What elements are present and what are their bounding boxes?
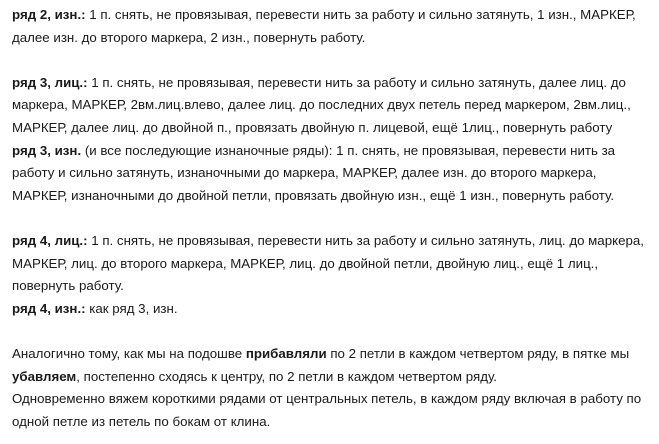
row2-purl-label: ряд 2, изн.: (12, 7, 86, 22)
row2-purl-text: 1 п. снять, не провязывая, перевести нить за работу и сильно затянуть, 1 изн., МАРКЕР, далее изн. до второго маркера, 2 изн., повернуть работу. (12, 7, 636, 45)
final-paragraph (12, 343, 653, 388)
row3-purl-paragraph (12, 140, 653, 208)
paragraph-gap (12, 320, 653, 343)
row3-knit-label: ряд 3, лиц.: (12, 74, 88, 90)
final-text-part1: Аналогично тому, как мы на подошве (12, 345, 246, 361)
paragraph-gap (12, 49, 653, 72)
final-text-part3: , постепенно сходясь к центру, по 2 петли в каждом четвертом ряду. (76, 368, 497, 384)
final-bold-increase: прибавляли (245, 345, 327, 361)
row3-purl-label: ряд 3, изн. (12, 142, 82, 158)
paragraph-gap (12, 207, 653, 230)
row3-purl-text: (и все последующие изнаночные ряды): 1 п. снять, не провязывая, перевести нить за работу и сильно затянуть, изнаночными до маркера, МАРКЕР, далее изн. до второго маркера, МАРКЕР, изнаночными до двойной петли, провязать двойную изн., ещё 1 изн., повернуть работу. (12, 142, 616, 203)
final-bold-decrease: убавляем (12, 368, 77, 384)
row4-knit-paragraph (12, 230, 653, 298)
row2-purl-paragraph (12, 4, 653, 49)
row4-purl-label: ряд 4, изн.: (12, 300, 86, 316)
final-text-part2: по 2 петли в каждом четвертом ряду, в пятке мы (326, 345, 630, 361)
row4-knit-label: ряд 4, лиц.: (12, 232, 88, 248)
final-paragraph-line2: Одновременно вяжем короткими рядами от центральных петель, в каждом ряду включая в работу по одной петле из петель по бокам от клина. (12, 391, 642, 429)
row3-knit-text: 1 п. снять, не провязывая, перевести нить за работу и сильно затянуть, далее лиц. до маркера, МАРКЕР, 2вм.лиц.влево, далее лиц. до последних двух петель перед маркером, 2вм.лиц., МАРКЕР, далее лиц. до двойной п., провязать двойную п. лицевой, ещё 1лиц., повернуть работу (12, 74, 631, 135)
row4-knit-text: 1 п. снять, не провязывая, перевести нить за работу и сильно затянуть, лиц. до маркера, МАРКЕР, лиц. до второго маркера, МАРКЕР, лиц. до двойной петли, двойную лиц., ещё 1 лиц., повернуть работу. (12, 232, 644, 294)
row4-purl-text: как ряд 3, изн. (85, 300, 178, 316)
row4-purl-paragraph (12, 298, 653, 321)
row3-knit-paragraph (12, 72, 653, 140)
